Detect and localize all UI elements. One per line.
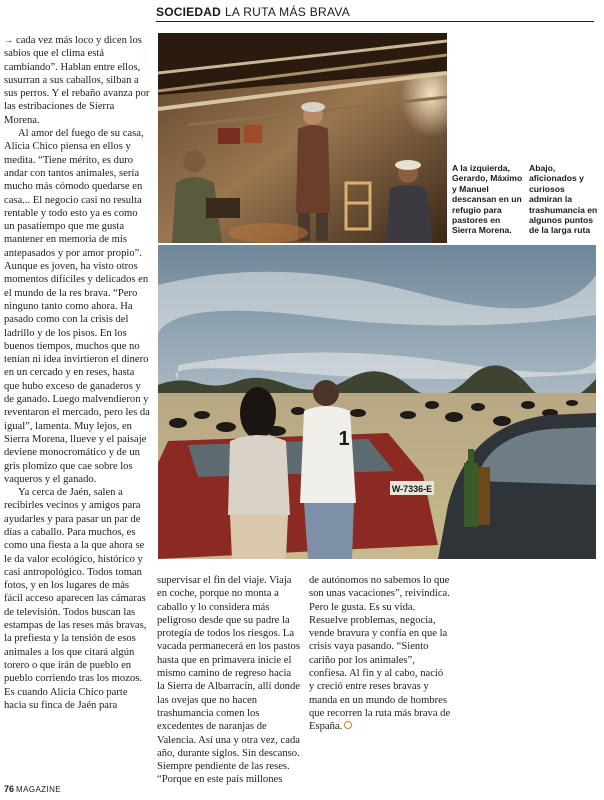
article-title: LA RUTA MÁS BRAVA [224, 5, 351, 19]
photo-shepherds-image [158, 33, 447, 243]
article-column-2 [157, 574, 300, 787]
photo-caption-right: Abajo, aficionados y curiosos admiran la trashumancia en algunos puntos de la larga ruta [529, 163, 598, 236]
car-plate: W-7336-E [391, 484, 433, 494]
photo-caption-left: A la izquierda, Gerardo, Máximo y Manuel descansan en un refugio para pastores en Sierra Morena. [452, 163, 523, 236]
end-of-article-icon [344, 721, 352, 729]
article-column-1 [4, 34, 150, 712]
magazine-name: MAGAZINE [16, 785, 61, 794]
paragraph: Al amor del fuego de su casa, Alicia Chico piensa en ellos y medita. “Tiene mérito, es duro andar con tantos animales, sería mucho más cómodo quedarse en casa... El negocio casi no resulta rentable y todo esto ya es como un pasatiempo que me gusta mantener en memoria de mis antepasados y por amor propio”. Aunque es joven, ha visto otros momentos difíciles y delicados en el mundo de la res brava. “Pero ninguno tanto como ahora. Ha pasado como con la crisis del ladrillo y de los pisos. En los buenos tiempos, muchos que no tenían ni idea invirtieron el dinero en un cercado y en reses, hasta que hubo exceso de ganaderos y de ganado. Luego malvendieron y reventaron el mercado, pero les da igual”, lamenta. Muy lejos, en Sierra Morena, llueve y el paisaje deviene monocromático y de un gris plomizo que cae sobre los vaqueros y el ganado. [4, 128, 150, 485]
jersey-number: 1 [338, 428, 350, 450]
section-header [156, 4, 594, 20]
header-rule [156, 21, 594, 22]
section-label: SOCIEDAD [156, 5, 221, 19]
page-footer [4, 784, 61, 795]
paragraph: supervisar el fin del viaje. Viaja en coche, porque no monta a caballo y lo considera más peligroso desde que su padre la protegía de todos los riesgos. La vacada permanecerá en los pastos hasta que en primavera inicie el mismo camino de regreso hacia la Sierra de Albarracín, allí donde las ovejas que no hacen trashumancia comen los excedentes de naranjas de Valencia. Así una y otra vez, cada año, durante siglos. Sin descanso. Siempre pendiente de las reses. “Porque en este país millones [157, 575, 300, 786]
photo-spectators-herd [158, 245, 596, 559]
paragraph-text: cada vez más loco y dicen los sabios que el clima está cambiando”. Hablan entre ellos, susurran a sus caballos, silban a sus perros. Y el rebaño avanza por las estribaciones de Sierra Morena. [4, 35, 150, 126]
paragraph [309, 574, 451, 734]
photo-spectators-image [158, 245, 596, 559]
continuation-arrow-icon: → [4, 35, 13, 45]
page-number: 76 [4, 784, 15, 794]
paragraph [4, 34, 150, 127]
article-column-3 [309, 574, 451, 734]
paragraph: Ya cerca de Jaén, salen a recibirles vecinos y amigos para ayudarles y para pasar un par de días a caballo. Para muchos, es como una fiesta a la que ahora se le da valor ecológico, histórico y casi antropológico. Todos toman fotos, y en los lugares de más fácil acceso aparecen las cámaras de televisión. Todos buscan las estampas de las reses más bravas, la prefiesta y la tensión de esos animales a los que citará algún torero o que irán de pueblo en pueblo corriendo tras los mozos. Es cuando Alicia Chico parte hacia su finca de Jaén para [4, 487, 147, 711]
photo-shepherds-refuge [158, 33, 447, 243]
paragraph-text: de autónomos no sabemos lo que son unas vacaciones”, reivindica. Pero le gusta. Es su vida. Resuelve problemas, negocia, vende bravura y confía en que la crisis vaya pasando. “Siento cariño por los animales”, confiesa. Al fin y al cabo, nació y creció entre reses bravas y manda en un mundo de hombres que recorren la ruta más brava de España. [309, 575, 451, 733]
